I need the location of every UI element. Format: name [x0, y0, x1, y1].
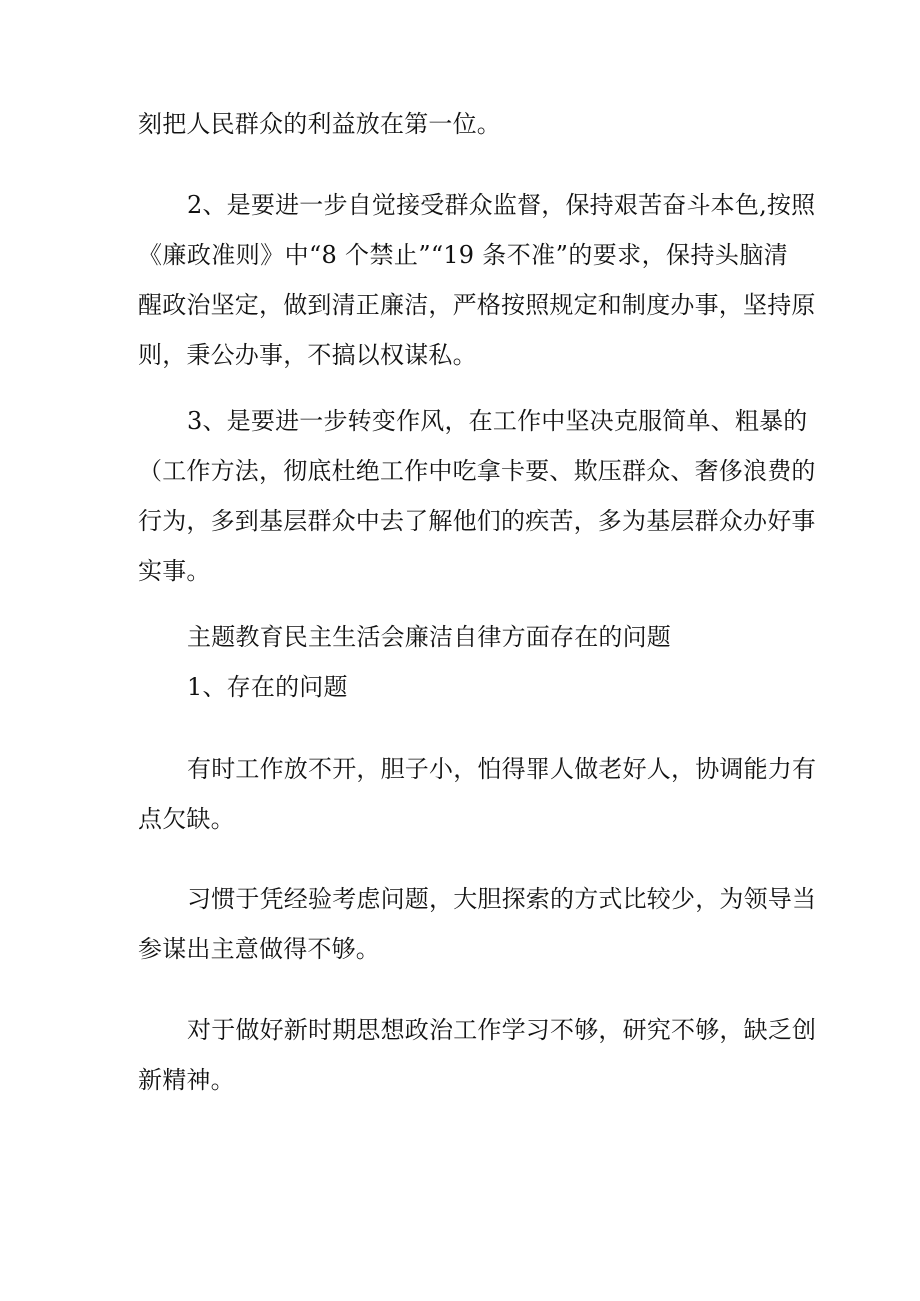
- paragraph-2-line-3: 醒政治坚定，做到清正廉洁，严格按照规定和制度办事，坚持原: [138, 291, 816, 319]
- paragraph-1-line-1: 刻把人民群众的利益放在第一位。: [138, 110, 501, 138]
- paragraph-4-line-2: 点欠缺。: [138, 805, 235, 833]
- paragraph-4-line-1: 有时工作放不开，胆子小，怕得罪人做老好人，协调能力有: [187, 755, 817, 783]
- paragraph-2-line-2: 《廉政准则》中“8 个禁止”“19 条不准”的要求，保持头脑清: [138, 241, 788, 269]
- paragraph-3-line-3: 行为，多到基层群众中去了解他们的疾苦，多为基层群众办好事: [138, 507, 816, 535]
- paragraph-6-line-1: 对于做好新时期思想政治工作学习不够，研究不够，缺乏创: [187, 1016, 817, 1044]
- section-title: 主题教育民主生活会廉洁自律方面存在的问题: [187, 623, 671, 651]
- paragraph-2-line-4: 则，秉公办事，不搞以权谋私。: [138, 341, 477, 369]
- paragraph-5-line-1: 习惯于凭经验考虑问题，大胆探索的方式比较少，为领导当: [187, 885, 817, 913]
- paragraph-3-line-4: 实事。: [138, 557, 211, 585]
- paragraph-3-line-1: 3、是要进一步转变作风，在工作中坚决克服简单、粗暴的: [187, 407, 808, 435]
- paragraph-5-line-2: 参谋出主意做得不够。: [138, 935, 380, 963]
- paragraph-3-line-2: （工作方法，彻底杜绝工作中吃拿卡要、欺压群众、奢侈浪费的: [138, 457, 816, 485]
- paragraph-2-line-1: 2、是要进一步自觉接受群众监督，保持艰苦奋斗本色,按照: [187, 191, 816, 219]
- paragraph-6-line-2: 新精神。: [138, 1066, 235, 1094]
- subsection-title: 1、存在的问题: [187, 673, 348, 701]
